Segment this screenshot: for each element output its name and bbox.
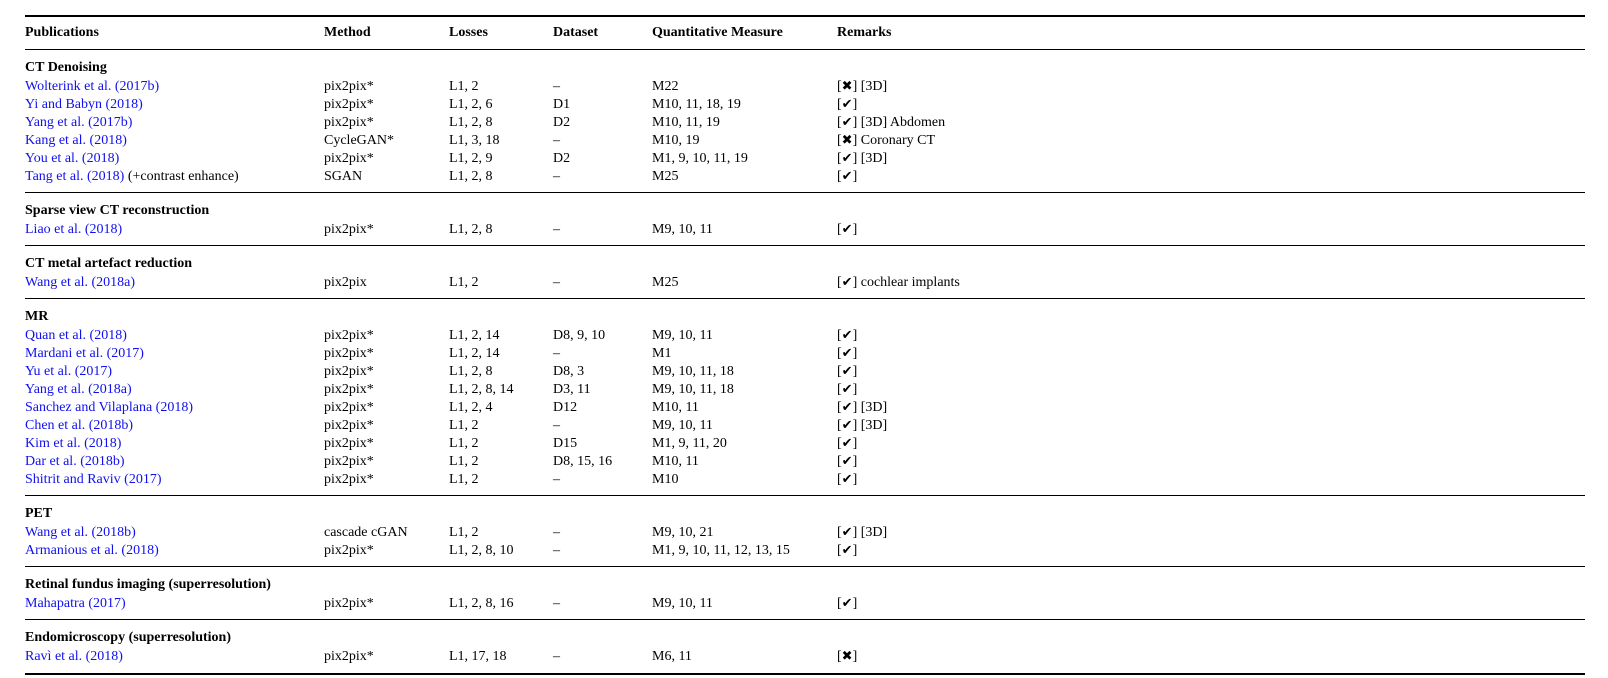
- cell-losses: L1, 2: [449, 454, 479, 469]
- cell-publication: [25, 327, 324, 345]
- cell-remarks: [✔]: [837, 596, 858, 611]
- cell-remarks: [✔]: [837, 454, 858, 469]
- cell-method: pix2pix*: [324, 222, 374, 237]
- table-row: [25, 648, 1585, 666]
- cell-method: cascade cGAN: [324, 525, 408, 540]
- cell-method: pix2pix*: [324, 97, 374, 112]
- cell-publication: [25, 648, 324, 666]
- cell-publication: [25, 78, 324, 96]
- cell-losses: L1, 2, 14: [449, 328, 500, 343]
- header-method: Method: [324, 25, 371, 40]
- cell-publication: [25, 399, 324, 417]
- cell-measure: M10, 11, 19: [652, 115, 720, 130]
- citation-link[interactable]: Yang et al. (2017b): [25, 115, 133, 130]
- cell-publication: [25, 471, 324, 489]
- cell-losses: L1, 2: [449, 436, 479, 451]
- table-row: [25, 96, 1585, 114]
- citation-link[interactable]: Kim et al. (2018): [25, 436, 122, 451]
- citation-link[interactable]: Ravì et al. (2018): [25, 649, 123, 664]
- cross-icon: ✖: [841, 649, 853, 664]
- citation-link[interactable]: Mardani et al. (2017): [25, 346, 144, 361]
- cell-publication: [25, 381, 324, 399]
- cell-dataset: –: [553, 543, 560, 558]
- table-section: [25, 50, 1585, 188]
- cell-dataset: D3, 11: [553, 382, 591, 397]
- table-row: [25, 399, 1585, 417]
- table-row: [25, 345, 1585, 363]
- citation-link[interactable]: Yang et al. (2018a): [25, 382, 132, 397]
- cell-remarks: [✔] [3D]: [837, 151, 888, 166]
- cell-measure: M10, 11: [652, 454, 699, 469]
- header-losses: Losses: [449, 25, 488, 40]
- cell-remarks: [✔]: [837, 543, 858, 558]
- table-row: [25, 150, 1585, 168]
- cell-dataset: –: [553, 346, 560, 361]
- cell-method: pix2pix*: [324, 436, 374, 451]
- check-icon: ✔: [841, 454, 853, 469]
- cell-measure: M1, 9, 11, 20: [652, 436, 727, 451]
- citation-link[interactable]: Dar et al. (2018b): [25, 454, 125, 469]
- cell-dataset: –: [553, 222, 560, 237]
- cell-method: pix2pix*: [324, 115, 374, 130]
- citation-link[interactable]: Wang et al. (2018b): [25, 525, 136, 540]
- cell-measure: M10, 11: [652, 400, 699, 415]
- cell-losses: L1, 2, 9: [449, 151, 493, 166]
- cell-losses: L1, 2, 8, 16: [449, 596, 514, 611]
- cell-method: pix2pix*: [324, 418, 374, 433]
- cell-method: pix2pix*: [324, 79, 374, 94]
- cell-method: pix2pix*: [324, 649, 374, 664]
- cell-publication: [25, 453, 324, 471]
- section-title: Retinal fundus imaging (superresolution): [25, 577, 271, 592]
- cell-remarks: [✔]: [837, 436, 858, 451]
- cell-method: pix2pix*: [324, 328, 374, 343]
- table-row: [25, 435, 1585, 453]
- cell-dataset: D12: [553, 400, 578, 415]
- check-icon: ✔: [841, 596, 853, 611]
- cell-publication: [25, 168, 324, 186]
- header-row: [25, 17, 1585, 49]
- citation-link[interactable]: Sanchez and Vilaplana (2018): [25, 400, 194, 415]
- cell-method: pix2pix*: [324, 596, 374, 611]
- cell-measure: M1, 9, 10, 11, 12, 13, 15: [652, 543, 790, 558]
- cross-icon: ✖: [841, 133, 853, 148]
- cell-method: pix2pix*: [324, 400, 374, 415]
- cell-publication: [25, 221, 324, 239]
- cell-losses: L1, 2, 8: [449, 364, 493, 379]
- cell-dataset: –: [553, 169, 560, 184]
- cell-method: pix2pix*: [324, 382, 374, 397]
- cell-losses: L1, 2, 4: [449, 400, 493, 415]
- cell-method: pix2pix*: [324, 543, 374, 558]
- cell-dataset: D15: [553, 436, 578, 451]
- cell-method: SGAN: [324, 169, 363, 184]
- cell-losses: L1, 2: [449, 275, 479, 290]
- cell-remarks: [✔]: [837, 346, 858, 361]
- table-row: [25, 327, 1585, 345]
- citation-link[interactable]: Mahapatra (2017): [25, 596, 126, 611]
- cell-dataset: D1: [553, 97, 571, 112]
- cell-measure: M10, 11, 18, 19: [652, 97, 741, 112]
- cell-publication: [25, 132, 324, 150]
- cell-publication: [25, 524, 324, 542]
- cell-measure: M6, 11: [652, 649, 692, 664]
- citation-link[interactable]: Wang et al. (2018a): [25, 275, 136, 290]
- cell-measure: M25: [652, 275, 679, 290]
- header-dataset: Dataset: [553, 25, 599, 40]
- table-body: [25, 50, 1585, 675]
- citation-link[interactable]: Armanious et al. (2018): [25, 543, 159, 558]
- table-row: [25, 363, 1585, 381]
- cell-measure: M1: [652, 346, 672, 361]
- check-icon: ✔: [841, 115, 853, 130]
- table-row: [25, 221, 1585, 239]
- cell-losses: L1, 2, 8: [449, 222, 493, 237]
- cell-remarks: [✔]: [837, 222, 858, 237]
- cell-losses: L1, 2, 14: [449, 346, 500, 361]
- cell-dataset: D2: [553, 151, 571, 166]
- section-title: MR: [25, 309, 49, 324]
- cell-measure: M25: [652, 169, 679, 184]
- cell-publication: [25, 435, 324, 453]
- cell-losses: L1, 3, 18: [449, 133, 500, 148]
- cell-dataset: –: [553, 275, 560, 290]
- cell-remarks: [✔]: [837, 328, 858, 343]
- cell-losses: L1, 2, 6: [449, 97, 493, 112]
- check-icon: ✔: [841, 472, 853, 487]
- table-row: [25, 471, 1585, 489]
- cell-dataset: –: [553, 596, 560, 611]
- table-section: [25, 620, 1585, 668]
- cell-measure: M9, 10, 11, 18: [652, 364, 734, 379]
- check-icon: ✔: [841, 543, 853, 558]
- cell-losses: L1, 2: [449, 472, 479, 487]
- section-title: Endomicroscopy (superresolution): [25, 630, 231, 645]
- citation-link[interactable]: Shitrit and Raviv (2017): [25, 472, 162, 487]
- cell-method: pix2pix*: [324, 454, 374, 469]
- check-icon: ✔: [841, 275, 853, 290]
- cell-measure: M10: [652, 472, 679, 487]
- cell-measure: M10, 19: [652, 133, 700, 148]
- cell-publication: [25, 417, 324, 435]
- table-row: [25, 381, 1585, 399]
- cell-remarks: [✔] [3D]: [837, 400, 888, 415]
- table-section: [25, 299, 1585, 491]
- section-title: PET: [25, 506, 53, 521]
- table-row: [25, 274, 1585, 292]
- table-section: [25, 567, 1585, 615]
- cell-publication: [25, 150, 324, 168]
- citation-link[interactable]: Kang et al. (2018): [25, 133, 127, 148]
- cell-remarks: [✔] [3D]: [837, 525, 888, 540]
- cell-remarks: [✔]: [837, 382, 858, 397]
- table-row: [25, 524, 1585, 542]
- cell-losses: L1, 2, 8: [449, 115, 493, 130]
- cell-losses: L1, 2, 8: [449, 169, 493, 184]
- cell-remarks: [✖]: [837, 649, 858, 664]
- cell-dataset: D8, 3: [553, 364, 585, 379]
- table-row: [25, 453, 1585, 471]
- table-section: [25, 496, 1585, 562]
- cell-publication: [25, 345, 324, 363]
- table-section: [25, 193, 1585, 241]
- cell-dataset: D8, 9, 10: [553, 328, 606, 343]
- cell-losses: L1, 2, 8, 10: [449, 543, 514, 558]
- cell-publication: [25, 363, 324, 381]
- cell-method: pix2pix*: [324, 364, 374, 379]
- cell-measure: M9, 10, 11: [652, 328, 713, 343]
- cell-remarks: [✔]: [837, 169, 858, 184]
- cell-losses: L1, 17, 18: [449, 649, 507, 664]
- cell-method: pix2pix*: [324, 346, 374, 361]
- check-icon: ✔: [841, 525, 853, 540]
- citation-link[interactable]: You et al. (2018): [25, 151, 120, 166]
- check-icon: ✔: [841, 346, 853, 361]
- cell-remarks: [✔]: [837, 364, 858, 379]
- table-row: [25, 168, 1585, 186]
- cell-publication: [25, 274, 324, 292]
- cell-measure: M22: [652, 79, 679, 94]
- cell-remarks: [✔]: [837, 472, 858, 487]
- citation-link[interactable]: Yi and Babyn (2018): [25, 97, 143, 112]
- table-row: [25, 78, 1585, 96]
- check-icon: ✔: [841, 382, 853, 397]
- cell-measure: M9, 10, 11, 18: [652, 382, 734, 397]
- check-icon: ✔: [841, 222, 853, 237]
- cell-losses: L1, 2: [449, 79, 479, 94]
- check-icon: ✔: [841, 418, 853, 433]
- cell-remarks: [✖] Coronary CT: [837, 133, 936, 148]
- cell-publication: [25, 96, 324, 114]
- cell-dataset: –: [553, 649, 560, 664]
- cell-dataset: –: [553, 472, 560, 487]
- citation-link[interactable]: Liao et al. (2018): [25, 222, 123, 237]
- citation-link[interactable]: Wolterink et al. (2017b): [25, 79, 160, 94]
- section-title: CT Denoising: [25, 60, 107, 75]
- citation-link[interactable]: Tang et al. (2018): [25, 169, 125, 184]
- cell-publication: [25, 114, 324, 132]
- header-measure: Quantitative Measure: [652, 25, 783, 40]
- check-icon: ✔: [841, 436, 853, 451]
- cell-method: CycleGAN*: [324, 133, 394, 148]
- citation-link[interactable]: Yu et al. (2017): [25, 364, 113, 379]
- citation-link[interactable]: Quan et al. (2018): [25, 328, 127, 343]
- table-row: [25, 595, 1585, 613]
- section-title: Sparse view CT reconstruction: [25, 203, 210, 218]
- cell-losses: L1, 2, 8, 14: [449, 382, 514, 397]
- header-publications: Publications: [25, 25, 99, 40]
- bottom-rule: [25, 673, 1585, 675]
- cell-losses: L1, 2: [449, 525, 479, 540]
- table-row: [25, 132, 1585, 150]
- cell-remarks: [✖] [3D]: [837, 79, 888, 94]
- cell-dataset: –: [553, 525, 560, 540]
- table-row: [25, 114, 1585, 132]
- cross-icon: ✖: [841, 79, 853, 94]
- publications-table: [25, 15, 1585, 675]
- check-icon: ✔: [841, 151, 853, 166]
- citation-link[interactable]: Chen et al. (2018b): [25, 418, 134, 433]
- check-icon: ✔: [841, 400, 853, 415]
- check-icon: ✔: [841, 169, 853, 184]
- cell-method: pix2pix*: [324, 472, 374, 487]
- table-row: [25, 417, 1585, 435]
- section-title: CT metal artefact reduction: [25, 256, 193, 271]
- cell-remarks: [✔] cochlear implants: [837, 275, 960, 290]
- citation-suffix: (+contrast enhance): [124, 169, 239, 184]
- cell-dataset: D2: [553, 115, 571, 130]
- cell-measure: M9, 10, 11: [652, 222, 713, 237]
- cell-dataset: D8, 15, 16: [553, 454, 613, 469]
- cell-measure: M9, 10, 11: [652, 418, 713, 433]
- cell-measure: M9, 10, 11: [652, 596, 713, 611]
- cell-remarks: [✔] [3D] Abdomen: [837, 115, 946, 130]
- check-icon: ✔: [841, 364, 853, 379]
- cell-dataset: –: [553, 133, 560, 148]
- cell-dataset: –: [553, 79, 560, 94]
- cell-dataset: –: [553, 418, 560, 433]
- cell-method: pix2pix: [324, 275, 367, 290]
- cell-method: pix2pix*: [324, 151, 374, 166]
- cell-remarks: [✔] [3D]: [837, 418, 888, 433]
- check-icon: ✔: [841, 328, 853, 343]
- cell-remarks: [✔]: [837, 97, 858, 112]
- cell-publication: [25, 595, 324, 613]
- cell-measure: M1, 9, 10, 11, 19: [652, 151, 748, 166]
- cell-publication: [25, 542, 324, 560]
- table-section: [25, 246, 1585, 294]
- check-icon: ✔: [841, 97, 853, 112]
- cell-losses: L1, 2: [449, 418, 479, 433]
- cell-measure: M9, 10, 21: [652, 525, 714, 540]
- table-row: [25, 542, 1585, 560]
- header-remarks: Remarks: [837, 25, 892, 40]
